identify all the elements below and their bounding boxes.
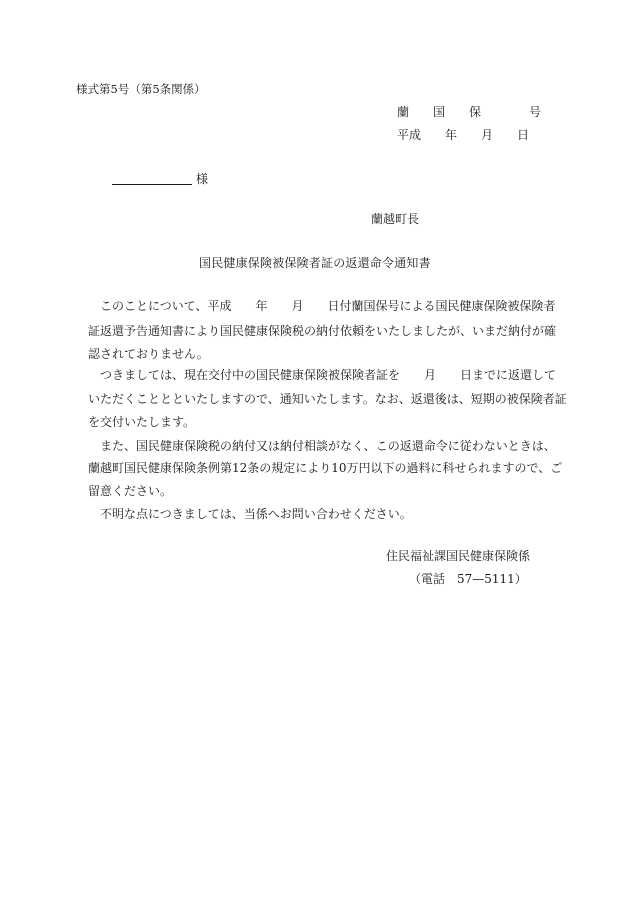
- body-line: 不明な点につきましては、当係へお問い合わせください。: [88, 507, 412, 521]
- addressee-suffix: 様: [196, 172, 209, 186]
- body-line: を交付いたします。: [88, 415, 196, 429]
- form-label: 様式第5号（第5条関係）: [76, 82, 206, 96]
- sender: 蘭越町長: [371, 212, 420, 226]
- body-line: このことについて、平成 年 月 日付蘭国保号による国民健康保険被保険者: [88, 299, 556, 313]
- body-line: つきましては、現在交付中の国民健康保険被保険者証を 月 日までに返還して: [88, 368, 557, 382]
- phone-number: （電話 57—5111）: [409, 572, 527, 586]
- body-line: 証返還予告通知書により国民健康保険税の納付依頼をいたしましたが、いまだ納付が確: [88, 324, 557, 338]
- addressee-name-line: [112, 172, 192, 185]
- document-title: 国民健康保険被保険者証の返還命令通知書: [199, 256, 431, 270]
- body-line: 留意ください。: [88, 484, 173, 498]
- body-line: 蘭越町国民健康保険条例第12条の規定により10万円以下の過料に科せられますので、ご: [88, 461, 563, 475]
- issue-date: 平成 年 月 日: [397, 128, 530, 142]
- document-number: 蘭 国 保 号: [397, 105, 542, 119]
- body-line: いただくこととといたしますので、通知いたします。なお、返還後は、短期の被保険者証: [88, 392, 567, 406]
- addressee: [112, 172, 208, 185]
- department: 住民福祉課国民健康保険係: [386, 549, 531, 563]
- body-line: 認されておりません。: [88, 347, 209, 361]
- body-line: また、国民健康保険税の納付又は納付相談がなく、この返還命令に従わないときは、: [88, 439, 556, 453]
